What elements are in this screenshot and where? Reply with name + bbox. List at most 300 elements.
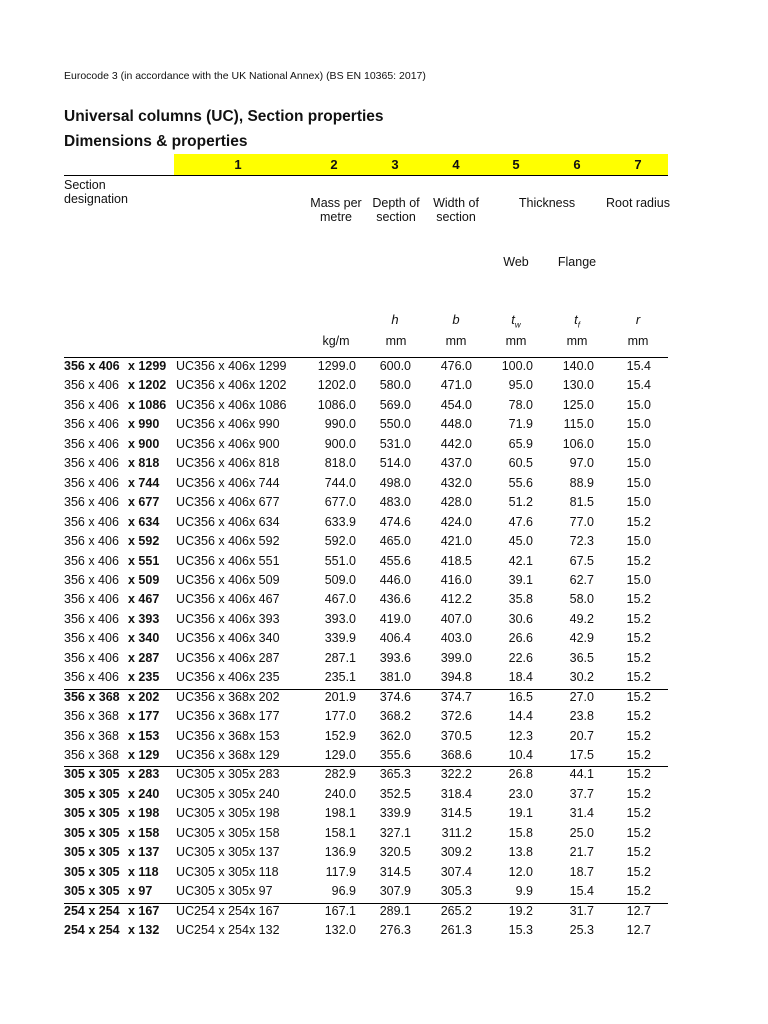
cell-mass-suffix: x 283 (128, 767, 160, 782)
cell-mass-suffix: x 97 (128, 884, 153, 899)
cell-designation: UC356 x 406x 551 (176, 553, 280, 568)
cell-m: 117.9 (325, 864, 356, 879)
cell-m: 1202.0 (317, 378, 356, 393)
cell-mass-suffix: x 1299 (128, 359, 167, 373)
cell-serial-size: 356 x 406 (64, 592, 119, 607)
cell-tf: 62.7 (569, 572, 594, 587)
cell-h: 320.5 (379, 845, 411, 860)
cell-mass-suffix: x 153 (128, 728, 160, 743)
cell-tf: 115.0 (563, 417, 594, 432)
header-rule-left (64, 175, 174, 176)
cell-m: 177.0 (324, 709, 356, 724)
cell-serial-size: 356 x 406 (64, 553, 119, 568)
cell-b: 368.6 (440, 748, 472, 762)
cell-r: 15.4 (626, 359, 651, 373)
cell-mass-suffix: x 129 (128, 748, 160, 762)
cell-r: 15.2 (626, 786, 651, 801)
cell-m: 1299.0 (317, 359, 356, 373)
cell-tf: 27.0 (569, 689, 594, 704)
cell-tw: 13.8 (508, 845, 533, 860)
table-row (0, 904, 768, 923)
cell-serial-size: 356 x 406 (64, 475, 119, 490)
table-row (0, 787, 768, 806)
cell-serial-size: 356 x 406 (64, 631, 119, 646)
table-row (0, 729, 768, 748)
cell-r: 15.4 (626, 378, 651, 393)
cell-designation: UC356 x 406x 1299 (176, 359, 287, 373)
header-section-designation: Section designation (64, 178, 128, 206)
header-thickness: Thickness (518, 196, 576, 210)
cell-tf: 125.0 (562, 397, 594, 412)
cell-r: 15.0 (626, 534, 651, 549)
cell-tf: 23.8 (569, 709, 594, 724)
cell-r: 15.0 (626, 495, 651, 510)
cell-tf: 44.1 (569, 767, 594, 782)
cell-tw: 78.0 (508, 397, 533, 412)
cell-tw: 22.6 (508, 650, 533, 665)
cell-tw: 19.2 (508, 903, 533, 918)
cell-r: 12.7 (626, 923, 651, 938)
column-number-7: 7 (634, 157, 642, 172)
cell-r: 15.2 (626, 767, 651, 782)
cell-h: 381.0 (379, 670, 411, 685)
cell-h: 374.6 (379, 689, 411, 704)
cell-tf: 77.0 (569, 514, 594, 529)
cell-tw: 39.1 (508, 572, 533, 587)
cell-mass-suffix: x 677 (128, 495, 160, 510)
cell-h: 276.3 (379, 923, 411, 938)
column-number-2: 2 (330, 157, 338, 172)
cell-r: 15.2 (626, 806, 651, 821)
cell-tf: 30.2 (569, 670, 594, 685)
cell-designation: UC356 x 406x 900 (176, 436, 280, 451)
cell-m: 96.9 (331, 884, 356, 899)
cell-designation: UC356 x 406x 990 (176, 417, 280, 432)
cell-h: 514.0 (379, 456, 411, 471)
standard-note: Eurocode 3 (in accordance with the UK National Annex) (BS EN 10365: 2017) (64, 70, 426, 82)
table-row (0, 573, 768, 592)
column-number-1: 1 (234, 157, 242, 172)
cell-designation: UC305 x 305x 97 (176, 884, 273, 899)
cell-serial-size: 356 x 406 (64, 534, 119, 549)
cell-serial-size: 305 x 305 (64, 884, 120, 899)
unit-flange: mm (566, 334, 588, 348)
cell-r: 15.2 (626, 864, 651, 879)
cell-tw: 55.6 (508, 475, 533, 490)
cell-mass-suffix: x 202 (128, 689, 160, 704)
table-row (0, 378, 768, 397)
cell-serial-size: 356 x 406 (64, 436, 119, 451)
cell-tf: 140.0 (562, 359, 594, 373)
symbol-tw-subscript: w (514, 320, 521, 330)
cell-mass-suffix: x 132 (128, 923, 160, 938)
cell-serial-size: 356 x 368 (64, 748, 119, 762)
cell-h: 531.0 (379, 436, 411, 451)
cell-r: 15.2 (626, 709, 651, 724)
cell-tf: 58.0 (569, 592, 594, 607)
cell-designation: UC356 x 406x 340 (176, 631, 280, 646)
cell-tf: 97.0 (569, 456, 594, 471)
cell-h: 362.0 (379, 728, 411, 743)
cell-b: 428.0 (440, 495, 472, 510)
cell-h: 580.0 (379, 378, 411, 393)
cell-h: 483.0 (379, 495, 411, 510)
cell-designation: UC356 x 406x 235 (176, 670, 280, 685)
cell-designation: UC305 x 305x 137 (176, 845, 280, 860)
header-root-radius: Root radius (606, 196, 670, 210)
table-row (0, 359, 768, 378)
page-subtitle: Dimensions & properties (64, 133, 248, 150)
cell-designation: UC356 x 406x 677 (176, 495, 280, 510)
cell-b: 314.5 (440, 806, 472, 821)
cell-mass-suffix: x 509 (128, 572, 160, 587)
cell-serial-size: 356 x 406 (64, 397, 119, 412)
cell-b: 311.2 (441, 825, 472, 840)
cell-tw: 47.6 (508, 514, 533, 529)
cell-b: 307.4 (440, 864, 472, 879)
cell-serial-size: 356 x 406 (64, 514, 119, 529)
cell-m: 393.0 (324, 611, 356, 626)
cell-b: 437.0 (440, 456, 472, 471)
column-number-5: 5 (512, 157, 520, 172)
unit-mass: kg/m (322, 334, 350, 348)
cell-serial-size: 305 x 305 (64, 767, 120, 782)
cell-designation: UC356 x 406x 592 (176, 534, 280, 549)
cell-tw: 65.9 (508, 436, 533, 451)
table-header-rule (64, 357, 668, 358)
column-number-4: 4 (452, 157, 460, 172)
cell-b: 372.6 (440, 709, 472, 724)
table-row (0, 476, 768, 495)
cell-r: 15.2 (626, 728, 651, 743)
page-title: Universal columns (UC), Section properties (64, 108, 384, 125)
cell-h: 368.2 (379, 709, 411, 724)
table-row (0, 748, 768, 767)
cell-tw: 26.8 (508, 767, 533, 782)
cell-serial-size: 356 x 406 (64, 417, 119, 432)
cell-designation: UC305 x 305x 158 (176, 825, 280, 840)
cell-b: 442.0 (440, 436, 472, 451)
table-row (0, 709, 768, 728)
cell-b: 454.0 (440, 397, 472, 412)
cell-mass-suffix: x 990 (128, 417, 160, 432)
cell-m: 201.9 (324, 689, 356, 704)
cell-b: 471.0 (440, 378, 472, 393)
cell-mass-suffix: x 118 (128, 864, 159, 879)
cell-tw: 95.0 (508, 378, 533, 393)
cell-m: 900.0 (324, 436, 356, 451)
cell-b: 421.0 (440, 534, 472, 549)
cell-designation: UC305 x 305x 240 (176, 786, 280, 801)
cell-h: 352.5 (379, 786, 411, 801)
cell-serial-size: 356 x 368 (64, 709, 119, 724)
cell-serial-size: 356 x 406 (64, 359, 120, 373)
cell-b: 432.0 (440, 475, 472, 490)
cell-b: 318.4 (440, 786, 472, 801)
cell-mass-suffix: x 158 (128, 825, 160, 840)
cell-tw: 14.4 (508, 709, 533, 724)
cell-serial-size: 305 x 305 (64, 806, 120, 821)
table-row (0, 398, 768, 417)
cell-r: 12.7 (626, 903, 651, 918)
cell-m: 240.0 (324, 786, 356, 801)
cell-mass-suffix: x 198 (128, 806, 160, 821)
table-row (0, 495, 768, 514)
cell-mass-suffix: x 900 (128, 436, 160, 451)
cell-tw: 23.0 (508, 786, 533, 801)
cell-mass-suffix: x 818 (128, 456, 160, 471)
cell-tw: 71.9 (508, 417, 533, 432)
cell-r: 15.2 (626, 748, 651, 762)
symbol-tf (557, 312, 597, 330)
cell-h: 327.1 (379, 825, 411, 840)
cell-m: 282.9 (324, 767, 356, 782)
table-row (0, 456, 768, 475)
cell-tw: 51.2 (508, 495, 533, 510)
cell-designation: UC356 x 406x 634 (176, 514, 280, 529)
symbol-tw-base: t (511, 312, 515, 327)
cell-tf: 49.2 (569, 611, 594, 626)
cell-serial-size: 356 x 406 (64, 456, 119, 471)
table-row (0, 923, 768, 942)
header-web: Web (503, 255, 529, 269)
table-row (0, 690, 768, 709)
cell-h: 446.0 (379, 572, 411, 587)
cell-m: 339.9 (324, 631, 356, 646)
symbol-tf-base: t (574, 312, 578, 327)
cell-designation: UC305 x 305x 118 (176, 864, 279, 879)
cell-mass-suffix: x 551 (128, 553, 160, 568)
cell-designation: UC356 x 406x 1202 (176, 378, 287, 393)
cell-tf: 42.9 (569, 631, 594, 646)
group-separator (64, 903, 668, 904)
cell-serial-size: 254 x 254 (64, 903, 120, 918)
cell-mass-suffix: x 287 (128, 650, 160, 665)
cell-tw: 15.3 (508, 923, 533, 938)
cell-b: 370.5 (440, 728, 472, 743)
cell-designation: UC356 x 368x 177 (176, 709, 280, 724)
cell-tf: 20.7 (569, 728, 594, 743)
cell-serial-size: 305 x 305 (64, 786, 120, 801)
column-number-6: 6 (573, 157, 581, 172)
unit-web: mm (505, 334, 527, 348)
cell-serial-size: 356 x 406 (64, 572, 119, 587)
table-row (0, 534, 768, 553)
table-row (0, 554, 768, 573)
table-row (0, 631, 768, 650)
cell-tw: 35.8 (508, 592, 533, 607)
cell-tw: 9.9 (515, 884, 533, 899)
cell-designation: UC305 x 305x 198 (176, 806, 280, 821)
cell-designation: UC356 x 406x 393 (176, 611, 280, 626)
cell-tf: 18.7 (569, 864, 594, 879)
cell-tw: 100.0 (501, 359, 533, 373)
symbol-h: h (391, 312, 399, 327)
cell-h: 365.3 (379, 767, 411, 782)
cell-serial-size: 356 x 368 (64, 728, 119, 743)
table-row (0, 865, 768, 884)
cell-tf: 81.5 (569, 495, 594, 510)
cell-h: 465.0 (379, 534, 411, 549)
column-number-3: 3 (391, 157, 399, 172)
header-rule-band (174, 175, 668, 176)
cell-h: 406.4 (379, 631, 411, 646)
cell-m: 152.9 (324, 728, 356, 743)
cell-m: 467.0 (324, 592, 356, 607)
cell-r: 15.2 (626, 670, 651, 685)
cell-designation: UC356 x 406x 509 (176, 572, 280, 587)
cell-tf: 106.0 (562, 436, 594, 451)
cell-r: 15.2 (626, 825, 651, 840)
cell-r: 15.0 (626, 436, 651, 451)
cell-b: 309.2 (440, 845, 472, 860)
cell-tf: 31.7 (569, 903, 594, 918)
cell-tf: 130.0 (562, 378, 594, 393)
table-row (0, 806, 768, 825)
cell-serial-size: 356 x 406 (64, 670, 119, 685)
cell-tw: 12.0 (508, 864, 533, 879)
cell-tf: 31.4 (569, 806, 594, 821)
cell-b: 403.0 (440, 631, 472, 646)
cell-designation: UC356 x 368x 202 (176, 689, 280, 704)
cell-tf: 15.4 (569, 884, 594, 899)
cell-h: 498.0 (379, 475, 411, 490)
cell-m: 677.0 (324, 495, 356, 510)
cell-designation: UC356 x 368x 153 (176, 728, 280, 743)
cell-designation: UC356 x 406x 744 (176, 475, 280, 490)
cell-h: 569.0 (379, 397, 411, 412)
table-row (0, 651, 768, 670)
cell-m: 990.0 (324, 417, 356, 432)
group-separator (64, 766, 668, 767)
cell-tf: 37.7 (569, 786, 594, 801)
symbol-b: b (452, 312, 460, 327)
cell-serial-size: 356 x 406 (64, 611, 119, 626)
cell-designation: UC356 x 368x 129 (176, 748, 280, 762)
cell-b: 418.5 (440, 553, 472, 568)
cell-r: 15.0 (626, 456, 651, 471)
cell-b: 476.0 (440, 359, 472, 373)
cell-h: 307.9 (379, 884, 411, 899)
cell-b: 394.8 (440, 670, 472, 685)
cell-h: 436.6 (379, 592, 411, 607)
cell-mass-suffix: x 393 (128, 611, 160, 626)
table-row (0, 612, 768, 631)
cell-serial-size: 305 x 305 (64, 864, 120, 879)
cell-r: 15.0 (626, 475, 651, 490)
cell-r: 15.2 (626, 631, 651, 646)
cell-b: 261.3 (440, 923, 472, 938)
cell-serial-size: 356 x 368 (64, 689, 120, 704)
symbol-r: r (635, 312, 641, 327)
cell-b: 424.0 (440, 514, 472, 529)
cell-serial-size: 305 x 305 (64, 845, 120, 860)
header-mass-per-metre: Mass per metre (310, 196, 362, 224)
cell-serial-size: 356 x 406 (64, 495, 119, 510)
cell-tf: 36.5 (569, 650, 594, 665)
cell-m: 235.1 (324, 670, 356, 685)
cell-m: 633.9 (324, 514, 356, 529)
table-row (0, 670, 768, 689)
cell-r: 15.2 (626, 689, 651, 704)
cell-b: 322.2 (440, 767, 472, 782)
cell-r: 15.2 (626, 611, 651, 626)
cell-tf: 88.9 (569, 475, 594, 490)
cell-mass-suffix: x 167 (128, 903, 160, 918)
cell-serial-size: 356 x 406 (64, 378, 119, 393)
header-flange: Flange (557, 255, 597, 269)
cell-m: 129.0 (324, 748, 356, 762)
cell-h: 355.6 (379, 748, 411, 762)
table-row (0, 826, 768, 845)
cell-designation: UC254 x 254x 167 (176, 903, 280, 918)
cell-r: 15.2 (626, 592, 651, 607)
cell-designation: UC305 x 305x 283 (176, 767, 280, 782)
unit-width: mm (445, 334, 467, 348)
cell-tw: 45.0 (508, 534, 533, 549)
cell-tw: 18.4 (508, 670, 533, 685)
cell-tw: 10.4 (508, 748, 533, 762)
cell-mass-suffix: x 235 (128, 670, 160, 685)
cell-b: 305.3 (440, 884, 472, 899)
cell-r: 15.2 (626, 514, 651, 529)
cell-designation: UC356 x 406x 818 (176, 456, 280, 471)
header-depth-of-section: Depth of section (372, 196, 420, 224)
cell-h: 314.5 (379, 864, 411, 879)
cell-r: 15.2 (626, 845, 651, 860)
unit-depth: mm (385, 334, 407, 348)
cell-b: 412.2 (440, 592, 472, 607)
cell-m: 287.1 (324, 650, 356, 665)
cell-b: 265.2 (440, 903, 472, 918)
cell-m: 136.9 (324, 845, 356, 860)
cell-h: 393.6 (379, 650, 411, 665)
cell-m: 167.1 (324, 903, 356, 918)
cell-m: 818.0 (324, 456, 356, 471)
cell-r: 15.0 (626, 397, 651, 412)
cell-m: 1086.0 (317, 397, 356, 412)
cell-tf: 67.5 (569, 553, 594, 568)
cell-tw: 42.1 (508, 553, 533, 568)
cell-b: 399.0 (440, 650, 472, 665)
cell-h: 600.0 (379, 359, 411, 373)
cell-mass-suffix: x 1086 (128, 397, 167, 412)
cell-tw: 16.5 (508, 689, 533, 704)
cell-mass-suffix: x 744 (128, 475, 160, 490)
cell-mass-suffix: x 1202 (128, 378, 167, 393)
cell-mass-suffix: x 137 (128, 845, 160, 860)
unit-root: mm (627, 334, 649, 348)
cell-mass-suffix: x 634 (128, 514, 160, 529)
table-row (0, 515, 768, 534)
table-row (0, 417, 768, 436)
cell-designation: UC254 x 254x 132 (176, 923, 280, 938)
cell-h: 339.9 (379, 806, 411, 821)
cell-b: 407.0 (440, 611, 472, 626)
cell-serial-size: 305 x 305 (64, 825, 120, 840)
cell-m: 158.1 (324, 825, 356, 840)
cell-r: 15.0 (626, 572, 651, 587)
cell-designation: UC356 x 406x 467 (176, 592, 280, 607)
table-row (0, 592, 768, 611)
cell-h: 474.6 (379, 514, 411, 529)
cell-tf: 21.7 (569, 845, 594, 860)
cell-r: 15.2 (626, 884, 651, 899)
cell-designation: UC356 x 406x 1086 (176, 397, 287, 412)
cell-h: 550.0 (379, 417, 411, 432)
table-row (0, 767, 768, 786)
cell-tf: 25.0 (569, 825, 594, 840)
